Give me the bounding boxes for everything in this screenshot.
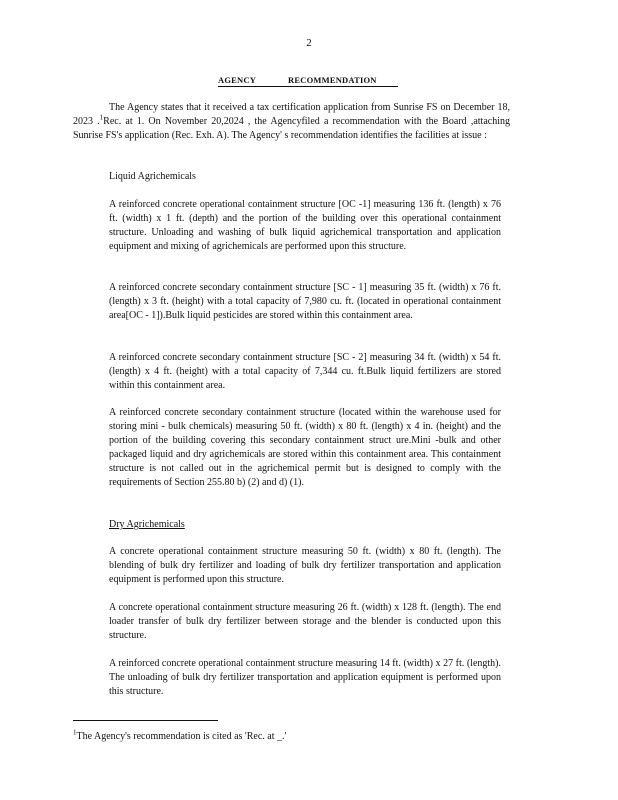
intro-text-part1: The Agency states that it received a tax certification application from Sunrise FS on December 18, 2023 . [73, 102, 510, 127]
dry-agrichemicals-heading: Dry Agrichemicals [109, 519, 185, 530]
dry-item-2: A concrete operational containment structure measuring 26 ft. (width) x 128 ft. (length). The end loader transfer of bulk dry fertilizer between storage and the blender is conducted upon this structure. [109, 602, 501, 641]
liquid-item-oc1: A reinforced concrete operational containment structure [OC -1] measuring 136 ft. (length) x 76 ft. (width) x 1 ft. (depth) and the portion of the building over this operational containment structure. Unloading and washing of bulk liquid agrichemical transportation and application equipment and mixing of agrichemicals are performed upon this structure. [109, 199, 501, 252]
footnote [73, 730, 473, 744]
section-heading [218, 75, 398, 87]
footnote-marker: 1 [73, 728, 77, 737]
footnote-divider [73, 720, 218, 721]
intro-paragraph [73, 101, 510, 143]
page-number: 2 [306, 37, 312, 49]
liquid-agrichemicals-heading: Liquid Agrichemicals [109, 171, 196, 182]
footnote-text: The Agency's recommendation is cited as 'Rec. at _.' [76, 731, 287, 742]
intro-text-part2: Rec. at 1. On November 20,2024 , the Agencyfiled a recommendation with the Board ,attaching Sunrise FS's application (Rec. Exh. A). The Agency' s recommendation identifies the facilities at issue : [73, 116, 510, 141]
liquid-item-sc2: A reinforced concrete secondary containment structure [SC - 2] measuring 34 ft. (width) x 54 ft. (length) x 4 ft. (height) with a total capacity of 7,344 cu. ft.Bulk liquid fertilizers are stored within this containment area. [109, 352, 501, 391]
liquid-item-warehouse: A reinforced concrete secondary containment structure (located within the warehouse used for storing mini - bulk chemicals) measuring 50 ft. (width) x 80 ft. (length) x 4 in. (height) and the portion of the building covering this secondary containment struct ure.Mini -bulk and other packaged liquid and dry agrichemicals are stored within this containment area. This containment structure is not called out in the agrichemical permit but is designed to comply with the requirements of Section 255.80 b) (2) and d) (1). [109, 407, 501, 488]
dry-item-1: A concrete operational containment structure measuring 50 ft. (width) x 80 ft. (length). The blending of bulk dry fertilizer and loading of bulk dry fertilizer transportation and application equipment is performed upon this structure. [109, 546, 501, 585]
section-heading-left: AGENCY [218, 75, 257, 85]
section-heading-right: RECOMMENDATION [288, 75, 377, 85]
liquid-item-sc1: A reinforced concrete secondary containment structure [SC - 1] measuring 35 ft. (width) x 76 ft. (length) x 3 ft. (height) with a total capacity of 7,980 cu. ft. (located in operational containment area[OC - 1]).Bulk liquid pesticides are stored within this containment area. [109, 282, 501, 321]
footnote-reference: 1 [99, 113, 104, 122]
dry-item-3: A reinforced concrete operational containment structure measuring 14 ft. (width) x 27 ft. (length). The unloading of bulk dry fertilizer transportation and application equipment is performed upon this structure. [109, 658, 501, 697]
